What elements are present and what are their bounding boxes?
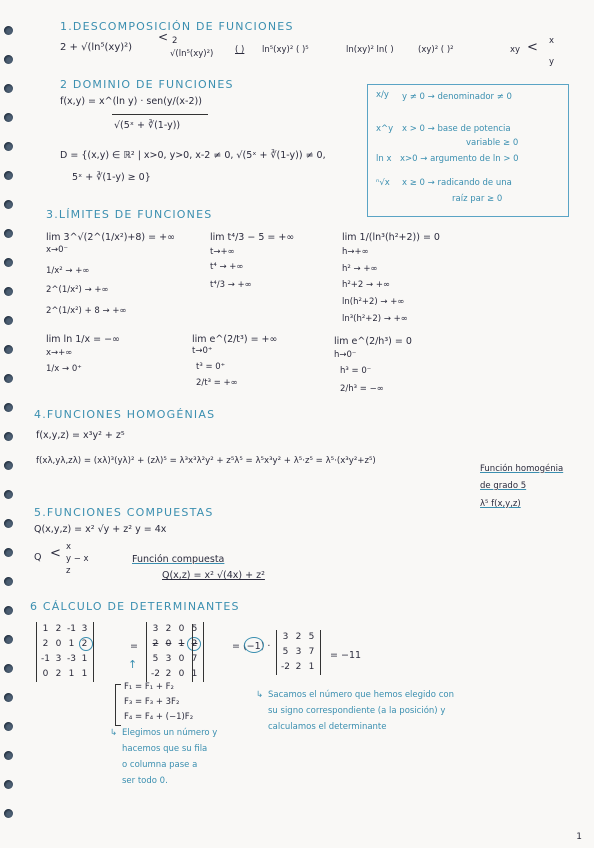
limit-1-expr: lim 3^√(2^(1/x²)+8) = +∞: [46, 232, 175, 243]
matrix-cell: 1: [191, 669, 198, 679]
matrix-cell: 7: [191, 654, 198, 664]
binding-hole: [4, 84, 13, 93]
matrix-row: [149, 652, 201, 667]
section-title-1: 1.DESCOMPOSICIÓN DE FUNCIONES: [60, 20, 294, 33]
matrix-row: [279, 630, 318, 645]
s5-result: Q(x,z) = x² √(4x) + z²: [162, 570, 265, 581]
binding-hole: [4, 374, 13, 383]
binding-hole: [4, 113, 13, 122]
binding-hole: [4, 780, 13, 789]
binding-hole: [4, 142, 13, 151]
fraction-bar: [112, 114, 208, 115]
binding-hole: [4, 635, 13, 644]
matrix-cell: 5: [282, 647, 289, 657]
note-left-line: ser todo 0.: [122, 776, 168, 786]
matrix-cell: 3: [55, 654, 62, 664]
note-right-line: calculamos el determinante: [268, 722, 387, 732]
note-left-line: hacemos que su fila: [122, 744, 208, 754]
matrix-cell: 3: [152, 624, 159, 634]
s5-tree-x: x: [66, 542, 72, 552]
limit-6-approach: h→0⁻: [334, 350, 357, 360]
matrix-cell: 5: [308, 632, 315, 642]
s4-note: λ⁵ f(x,y,z): [480, 499, 521, 509]
matrix-cell: 1: [81, 654, 88, 664]
limit-6-step: h³ = 0⁻: [340, 366, 372, 376]
arrow-right-icon: ↳: [110, 728, 118, 738]
row-operation: F₄ = F₄ + (−1)F₂: [124, 712, 194, 722]
row-operation: F₃ = F₃ + 3F₂: [124, 697, 180, 707]
binding-hole: [4, 693, 13, 702]
limit-4-expr: lim ln 1/x = −∞: [46, 334, 120, 345]
binding-hole: [4, 229, 13, 238]
determinant-result: = −11: [330, 650, 362, 661]
rule-text: variable ≥ 0: [466, 138, 519, 148]
s5-tree-z: z: [66, 566, 71, 576]
binding-hole: [4, 606, 13, 615]
matrix-cell: 3: [295, 647, 302, 657]
limit-5-step: t³ = 0⁺: [196, 362, 226, 372]
arrow-up-icon: ↑: [128, 658, 138, 671]
arrow-right-icon: ↳: [256, 690, 264, 700]
binding-hole: [4, 490, 13, 499]
s1-part3: (xy)² ( )²: [418, 45, 454, 55]
matrix-original: [36, 622, 94, 682]
limit-6-expr: lim e^(2/h³) = 0: [334, 336, 412, 347]
matrix-row: [39, 667, 91, 682]
matrix-row: [149, 622, 201, 637]
branch-brace-icon: <: [527, 40, 538, 55]
note-left-line: o columna pase a: [122, 760, 198, 770]
limit-6-step: 2/h³ = −∞: [340, 384, 384, 394]
matrix-cell: -1: [67, 624, 76, 634]
pivot-circle: [79, 637, 93, 651]
branch-brace-icon: <: [158, 30, 169, 44]
rule-text: x ≥ 0 → radicando de una: [402, 178, 512, 188]
s1-branch-num: 2: [172, 36, 178, 46]
s1-part2: ln(xy)² ln( ): [346, 45, 394, 55]
section-title-6: 6 CÁLCULO DE DETERMINANTES: [30, 600, 240, 613]
matrix-cell: 2: [152, 639, 159, 649]
binding-hole: [4, 519, 13, 528]
limit-1-step: 2^(1/x²) → +∞: [46, 285, 109, 295]
matrix-cell: 0: [55, 639, 62, 649]
binding-hole: [4, 548, 13, 557]
s1-part4: xy: [510, 45, 521, 55]
cofactor-sign: = (−1) ·: [232, 641, 271, 652]
rule-text: x>0 → argumento de ln > 0: [400, 154, 519, 164]
matrix-minor: [276, 630, 321, 675]
s4-note: de grado 5: [480, 481, 527, 491]
s1-part1: ln⁵(xy)² ( )⁵: [262, 45, 309, 55]
s1-branch-a: √(ln⁵(xy)²): [170, 49, 214, 59]
note-right-line: su signo correspondiente (a la posición) y: [268, 706, 446, 716]
rule-expr: x^y: [376, 124, 394, 134]
s4-function: f(x,y,z) = x³y² + z⁵: [36, 430, 125, 441]
matrix-cell: 2: [295, 662, 302, 672]
page-number: 1: [576, 832, 582, 842]
binding-hole: [4, 26, 13, 35]
section-title-3: 3.LÍMITES DE FUNCIONES: [46, 208, 213, 221]
rule-text: x > 0 → base de potencia: [402, 124, 511, 134]
binding-hole: [4, 809, 13, 818]
limit-2-step: t⁴/3 → +∞: [210, 280, 252, 290]
binding-hole: [4, 200, 13, 209]
matrix-cell: 3: [165, 654, 172, 664]
note-right-line: Sacamos el número que hemos elegido con: [268, 690, 454, 700]
matrix-row: [39, 622, 91, 637]
limit-4-approach: x→+∞: [46, 348, 73, 358]
matrix-cell: 1: [308, 662, 315, 672]
limit-5-expr: lim e^(2/t³) = +∞: [192, 334, 278, 345]
matrix-row: [39, 652, 91, 667]
limit-3-approach: h→+∞: [342, 247, 369, 257]
matrix-cell: 2: [42, 639, 49, 649]
rule-expr: x/y: [376, 90, 389, 100]
s2-denominator: √(5ˣ + ∛(1-y)): [114, 120, 181, 131]
matrix-row: [279, 660, 318, 675]
limit-3-step: h² → +∞: [342, 264, 378, 274]
matrix-cell: 1: [42, 624, 49, 634]
binding-hole: [4, 171, 13, 180]
limit-2-approach: t→+∞: [210, 247, 235, 257]
s5-tree-root: Q: [34, 552, 42, 563]
binding-hole: [4, 432, 13, 441]
limit-3-step: ln³(h²+2) → +∞: [342, 314, 408, 324]
rule-expr: ⁿ√x: [376, 178, 390, 188]
struck-column: [192, 624, 193, 682]
limit-2-expr: lim t⁴/3 − 5 = +∞: [210, 232, 295, 243]
matrix-cell: 0: [178, 654, 185, 664]
limit-3-expr: lim 1/(ln³(h²+2)) = 0: [342, 232, 440, 243]
limit-1-step: 2^(1/x²) + 8 → +∞: [46, 306, 127, 316]
matrix-row: [279, 645, 318, 660]
s2-function: f(x,y) = x^(ln y) · sen(y/(x-2)): [60, 96, 202, 107]
matrix-cell: -1: [41, 654, 50, 664]
limit-1-step: 1/x² → +∞: [46, 266, 90, 276]
s1-by: y: [549, 57, 555, 67]
limit-3-step: h²+2 → +∞: [342, 280, 391, 290]
sign-circle: [244, 637, 264, 653]
s1-branch-b: ( ): [235, 45, 245, 55]
binding-hole: [4, 664, 13, 673]
section-title-4: 4.FUNCIONES HOMOGÉNIAS: [34, 408, 216, 421]
matrix-cell: 0: [42, 669, 49, 679]
s4-expansion: f(xλ,yλ,zλ) = (xλ)³(yλ)² + (zλ)⁵ = λ³x³λ²y² + z⁵λ⁵ = λ⁵x³y² + λ⁵·z⁵ = λ⁵·(x³y²+z⁵): [36, 456, 376, 466]
equals-sign: =: [130, 641, 138, 652]
ops-bracket: [115, 684, 121, 726]
matrix-cell: 0: [178, 669, 185, 679]
limit-2-step: t⁴ → +∞: [210, 262, 244, 272]
binding-hole: [4, 722, 13, 731]
limit-1-approach: x→0⁻: [46, 245, 69, 255]
matrix-cell: 2: [191, 639, 198, 649]
binding-hole: [4, 316, 13, 325]
matrix-cell: 1: [68, 669, 75, 679]
rule-expr: ln x: [376, 154, 392, 164]
matrix-cell: 2: [165, 669, 172, 679]
binding-hole: [4, 461, 13, 470]
row-operation: F₁ = F₁ + F₂: [124, 682, 174, 692]
matrix-cell: 1: [81, 669, 88, 679]
binding-hole: [4, 345, 13, 354]
branch-brace-icon: <: [50, 546, 61, 561]
matrix-row: [149, 667, 201, 682]
s2-domain-line2: 5ˣ + ∛(1-y) ≥ 0}: [72, 172, 151, 183]
binding-hole: [4, 287, 13, 296]
matrix-cell: 0: [178, 624, 185, 634]
matrix-cell: 2: [165, 624, 172, 634]
rule-text: y ≠ 0 → denominador ≠ 0: [402, 92, 512, 102]
binding-hole: [4, 258, 13, 267]
matrix-cell: 1: [178, 639, 185, 649]
limit-3-step: ln(h²+2) → +∞: [342, 297, 405, 307]
s1-bx: x: [549, 36, 555, 46]
binding-hole: [4, 751, 13, 760]
pivot-circle: [187, 637, 201, 651]
matrix-cell: 2: [295, 632, 302, 642]
binding-hole: [4, 403, 13, 412]
matrix-cell: 3: [81, 624, 88, 634]
matrix-cell: 3: [282, 632, 289, 642]
matrix-cell: 7: [308, 647, 315, 657]
note-left-line: Elegimos un número y: [122, 728, 218, 738]
binding-hole: [4, 577, 13, 586]
limit-5-approach: t→0⁺: [192, 346, 213, 356]
s4-note: Función homogénia: [480, 464, 564, 474]
matrix-cell: -2: [281, 662, 290, 672]
section-title-2: 2 DOMINIO DE FUNCIONES: [60, 78, 234, 91]
binding-hole: [4, 55, 13, 64]
matrix-cell: 5: [191, 624, 198, 634]
matrix-cell: 2: [55, 669, 62, 679]
matrix-cell: -3: [67, 654, 76, 664]
matrix-cell: 5: [152, 654, 159, 664]
s2-domain-line1: D = {(x,y) ∈ ℝ² | x>0, y>0, x-2 ≠ 0, √(5ˣ + ∛(1-y)) ≠ 0,: [60, 150, 326, 161]
section-title-5: 5.FUNCIONES COMPUESTAS: [34, 506, 214, 519]
matrix-cell: 1: [68, 639, 75, 649]
matrix-cell: 0: [165, 639, 172, 649]
s5-tree-y: y − x: [66, 554, 89, 564]
s5-function: Q(x,y,z) = x² √y + z² y = 4x: [34, 524, 167, 535]
s1-eq-left: 2 + √(ln⁵(xy)²): [60, 42, 133, 53]
s5-label: Función compuesta: [132, 554, 225, 565]
matrix-reduced: [146, 622, 204, 682]
rule-text: raíz par ≥ 0: [452, 194, 503, 204]
matrix-cell: -2: [151, 669, 160, 679]
limit-4-step: 1/x → 0⁺: [46, 364, 82, 374]
matrix-cell: 2: [81, 639, 88, 649]
limit-5-step: 2/t³ = +∞: [196, 378, 238, 388]
matrix-cell: 2: [55, 624, 62, 634]
